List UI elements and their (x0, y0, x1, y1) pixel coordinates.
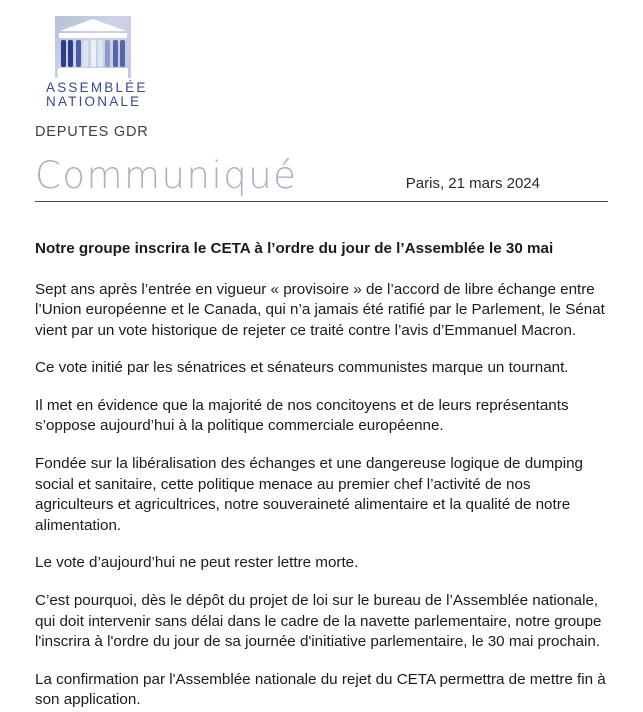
article-paragraph: Il met en évidence que la majorité de nos concitoyens et de leurs représentants s’oppose aujourd’hui à la politique commerciale européenne. (35, 396, 569, 435)
logo-wordmark-line1: ASSEMBLÉE (46, 80, 148, 95)
communique-header (35, 156, 608, 196)
article-paragraph: Ce vote initié par les sénatrices et sénateurs communistes marque un tournant. (35, 359, 569, 377)
group-name: DEPUTES GDR (35, 124, 149, 140)
pediment-icon (60, 19, 126, 31)
article-title: Notre groupe inscrira le CETA à l’ordre du jour de l’Assemblée le 30 mai (35, 240, 554, 257)
logo-wordmark-line2: NATIONALE (46, 94, 142, 109)
dateline: Paris, 21 mars 2024 (405, 175, 540, 192)
columns-icon (61, 40, 125, 67)
header-divider (35, 201, 608, 202)
doc-type-title: Communiqué (35, 154, 298, 197)
base-icon (58, 68, 128, 78)
article-paragraph: Sept ans après l’entrée en vigueur « provisoire » de l’accord de libre échange entre l’Union européenne et le Canada, qui n’a jamais été ratifié par le Parlement, le Sénat vient par un vote historique de rejeter ce traité contre l’avis d’Emmanuel Macron. (35, 280, 605, 339)
assemblee-nationale-logo (46, 16, 608, 109)
entablature-icon (59, 33, 127, 38)
article-paragraph: C’est pourquoi, dès le dépôt du projet de loi sur le bureau de l’Assemblée nationale, qui doit intervenir sans délai dans le cadre de la navette parlementaire, notre groupe l'inscrira à l'ordre du jour de sa journée d'initiative parlementaire, le 30 mai prochain. (35, 592, 602, 651)
article-paragraph: La confirmation par l'Assemblée nationale du rejet du CETA permettra de mettre fin à son application. (35, 670, 606, 709)
article-body (35, 239, 608, 711)
article-paragraph: Le vote d’aujourd’hui ne peut rester lettre morte. (35, 554, 359, 572)
logo-wordmark (46, 81, 608, 109)
assemblee-nationale-building-icon (55, 16, 131, 78)
article-paragraph: Fondée sur la libéralisation des échanges et une dangereuse logique de dumping social et sanitaire, cette politique menace au premier chef l’activité de nos agriculteurs et agricultrices, notre souveraineté alimentaire et la qualité de notre alimentation. (35, 455, 583, 534)
